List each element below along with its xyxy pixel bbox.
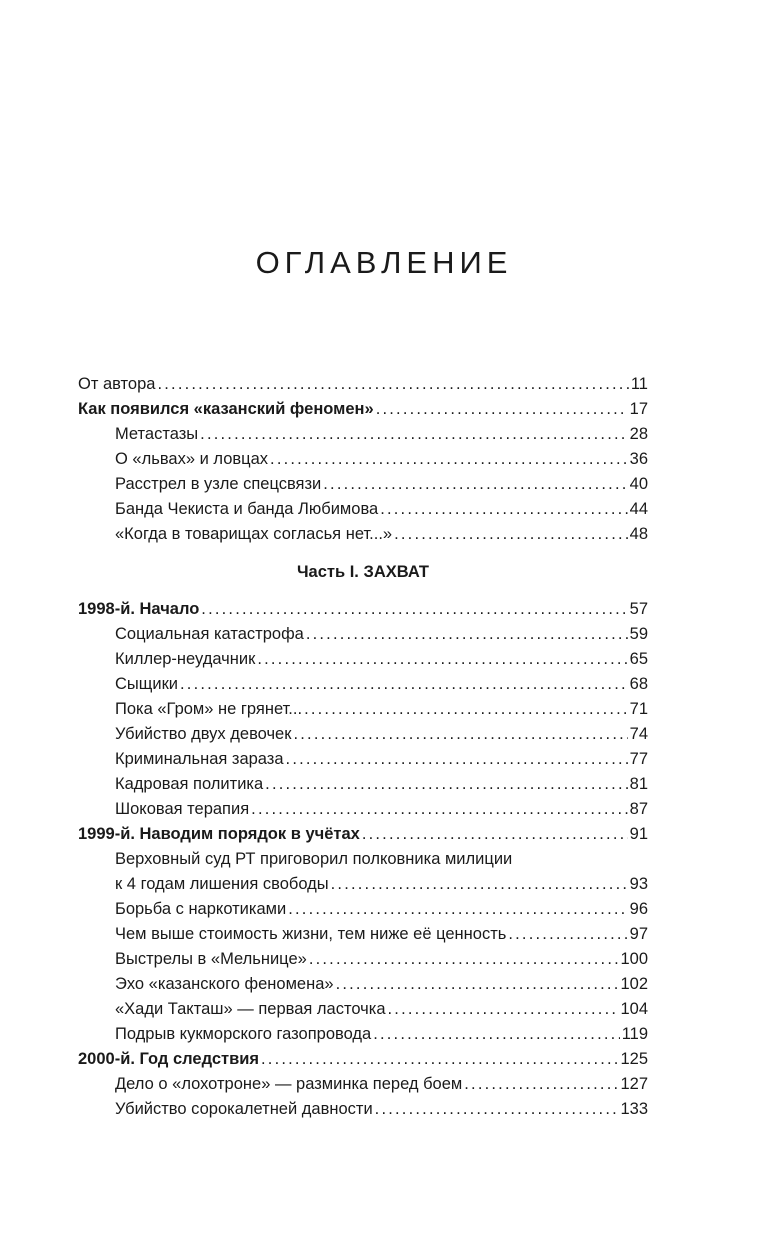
toc-entry[interactable] xyxy=(78,1097,648,1122)
toc-entry[interactable] xyxy=(78,972,648,997)
toc-dot-leader xyxy=(394,522,628,547)
toc-dot-leader xyxy=(306,622,628,647)
toc-entry[interactable] xyxy=(78,947,648,972)
toc-dot-leader xyxy=(257,647,627,672)
toc-dot-leader xyxy=(201,597,627,622)
toc-entry-title: О «львах» и ловцах xyxy=(115,450,269,468)
toc-entry-page: 91 xyxy=(629,825,648,843)
part-heading: Часть I. ЗАХВАТ xyxy=(296,563,430,581)
toc-entry-title: к 4 годам лишения свободы xyxy=(115,875,329,893)
table-of-contents xyxy=(78,372,648,1122)
toc-entry[interactable] xyxy=(78,797,648,822)
toc-entry-page: 93 xyxy=(629,875,648,893)
toc-entry-title: Чем выше стоимость жизни, тем ниже её ценность xyxy=(115,925,507,943)
toc-entry[interactable] xyxy=(78,472,648,497)
toc-entry[interactable] xyxy=(78,722,648,747)
toc-dot-leader xyxy=(336,972,619,997)
toc-entry-page: 77 xyxy=(629,750,648,768)
toc-entry-page: 97 xyxy=(629,925,648,943)
toc-entry-title: Верховный суд РТ приговорил полковника милиции xyxy=(115,850,513,868)
toc-dot-leader xyxy=(373,1022,619,1047)
toc-dot-leader xyxy=(200,422,627,447)
toc-dot-leader xyxy=(288,897,627,922)
toc-dot-leader xyxy=(180,672,628,697)
toc-entry-title: Подрыв кукморского газопровода xyxy=(115,1025,372,1043)
toc-entry-title: Сыщики xyxy=(115,675,179,693)
toc-entry-page: 48 xyxy=(629,525,648,543)
toc-entry-title: Выстрелы в «Мельнице» xyxy=(115,950,307,968)
toc-dot-leader xyxy=(304,697,628,722)
toc-entry-page: 28 xyxy=(629,425,648,443)
toc-entry-page: 127 xyxy=(620,1075,648,1093)
toc-entry-page: 71 xyxy=(629,700,648,718)
toc-entry-page: 119 xyxy=(621,1025,648,1043)
toc-entry[interactable] xyxy=(78,1047,648,1072)
toc-entry-page: 11 xyxy=(630,375,648,393)
toc-entry-title: Кадровая политика xyxy=(115,775,264,793)
toc-entry[interactable] xyxy=(78,922,648,947)
toc-entry[interactable] xyxy=(78,447,648,472)
toc-entry-page: 44 xyxy=(629,500,648,518)
toc-entry-page: 133 xyxy=(620,1100,648,1118)
toc-dot-leader xyxy=(309,947,619,972)
toc-dot-leader xyxy=(261,1047,618,1072)
toc-entry-title: Банда Чекиста и банда Любимова xyxy=(115,500,379,518)
toc-entry[interactable] xyxy=(78,897,648,922)
toc-entry-page: 40 xyxy=(629,475,648,493)
toc-entry[interactable] xyxy=(78,647,648,672)
toc-dot-leader xyxy=(376,397,628,422)
toc-dot-leader xyxy=(375,1097,619,1122)
toc-entry-title: 1999-й. Наводим порядок в учётах xyxy=(78,825,360,843)
toc-entry-page: 125 xyxy=(620,1050,648,1068)
part-entries xyxy=(78,597,648,1122)
toc-entry-title: Убийство сорокалетней давности xyxy=(115,1100,373,1118)
toc-dot-leader xyxy=(323,472,627,497)
toc-entry-title: Метастазы xyxy=(115,425,199,443)
toc-entry[interactable] xyxy=(78,622,648,647)
toc-entry-page: 65 xyxy=(629,650,648,668)
page-title: ОГЛАВЛЕНИЕ xyxy=(255,244,513,280)
toc-entry[interactable] xyxy=(78,497,648,522)
toc-entry-page: 81 xyxy=(629,775,648,793)
toc-entry[interactable] xyxy=(78,872,648,897)
toc-entry-page: 87 xyxy=(629,800,648,818)
toc-entry-page: 68 xyxy=(629,675,648,693)
toc-entry[interactable] xyxy=(78,522,648,547)
toc-entry-title: От автора xyxy=(78,375,156,393)
toc-entry-title: Борьба с наркотиками xyxy=(115,900,287,918)
toc-dot-leader xyxy=(293,722,627,747)
toc-dot-leader xyxy=(380,497,627,522)
toc-entry[interactable] xyxy=(78,847,648,872)
toc-entry[interactable] xyxy=(78,747,648,772)
toc-dot-leader xyxy=(157,372,628,397)
toc-entry-title: Дело о «лохотроне» — разминка перед боем xyxy=(115,1075,463,1093)
toc-entry-title: «Хади Такташ» — первая ласточка xyxy=(115,1000,386,1018)
toc-entry-title: Расстрел в узле спецсвязи xyxy=(115,475,322,493)
toc-entry-page: 100 xyxy=(620,950,648,968)
toc-entry[interactable] xyxy=(78,372,648,397)
toc-entry[interactable] xyxy=(78,697,648,722)
toc-entry-title: Социальная катастрофа xyxy=(115,625,304,643)
toc-dot-leader xyxy=(508,922,627,947)
toc-entry-title: Эхо «казанского феномена» xyxy=(115,975,334,993)
toc-entry-title: 2000-й. Год следствия xyxy=(78,1050,260,1068)
toc-dot-leader xyxy=(362,822,628,847)
toc-dot-leader xyxy=(388,997,619,1022)
toc-entry[interactable] xyxy=(78,672,648,697)
toc-entry-page: 17 xyxy=(629,400,648,418)
toc-dot-leader xyxy=(251,797,627,822)
toc-entry-page: 104 xyxy=(620,1000,648,1018)
toc-entry[interactable] xyxy=(78,997,648,1022)
toc-entry[interactable] xyxy=(78,422,648,447)
toc-entry-title: Шоковая терапия xyxy=(115,800,250,818)
toc-entry[interactable] xyxy=(78,397,648,422)
toc-dot-leader xyxy=(265,772,627,797)
toc-entry-title: Убийство двух девочек xyxy=(115,725,292,743)
toc-entry-title: 1998-й. Начало xyxy=(78,600,200,618)
toc-entry-page: 102 xyxy=(620,975,648,993)
toc-entry-page: 57 xyxy=(629,600,648,618)
toc-entry[interactable] xyxy=(78,597,648,622)
toc-entry[interactable] xyxy=(78,822,648,847)
toc-entry-title: Как появился «казанский феномен» xyxy=(78,400,374,418)
toc-entry-title: «Когда в товарищах согласья нет...» xyxy=(115,525,393,543)
toc-entry-page: 74 xyxy=(629,725,648,743)
toc-entry[interactable] xyxy=(78,1072,648,1097)
toc-entry[interactable] xyxy=(78,1022,648,1047)
toc-entry-page: 59 xyxy=(629,625,648,643)
toc-entry-title: Киллер-неудачник xyxy=(115,650,256,668)
toc-dot-leader xyxy=(286,747,628,772)
toc-entry[interactable] xyxy=(78,772,648,797)
toc-entry-title: Пока «Гром» не грянет... xyxy=(115,700,303,718)
toc-entry-page: 96 xyxy=(629,900,648,918)
intro-entries xyxy=(78,372,648,547)
toc-dot-leader xyxy=(331,872,628,897)
toc-dot-leader xyxy=(464,1072,618,1097)
toc-entry-page: 36 xyxy=(629,450,648,468)
toc-entry-title: Криминальная зараза xyxy=(115,750,284,768)
toc-dot-leader xyxy=(270,447,628,472)
